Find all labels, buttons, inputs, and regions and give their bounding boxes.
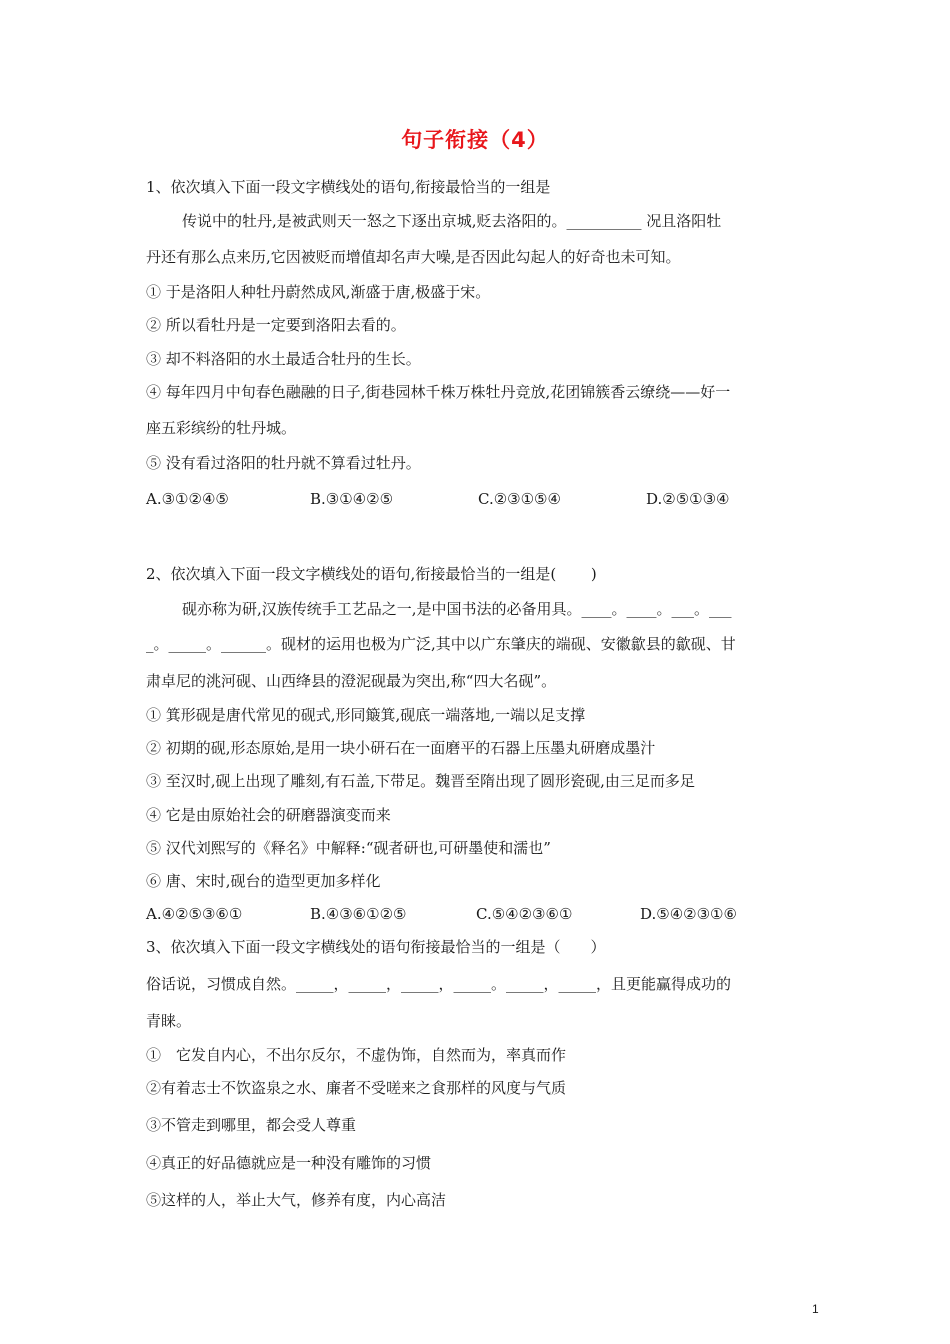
q2-stem: 2、依次填入下面一段文字横线处的语句,衔接最恰当的一组是( ) xyxy=(146,565,597,583)
q1-option-d: D.②⑤①③④ xyxy=(646,490,730,508)
q2-option-a: A.④②⑤③⑥① xyxy=(146,905,243,923)
q3-item: ⑤这样的人，举止大气，修养有度，内心高洁 xyxy=(146,1191,447,1209)
q3-item: ③不管走到哪里，都会受人尊重 xyxy=(146,1116,357,1134)
q1-item: ② 所以看牡丹是一定要到洛阳去看的。 xyxy=(146,316,406,334)
q2-passage-line: 肃卓尼的洮河砚、山西绛县的澄泥砚最为突出,称“四大名砚”。 xyxy=(146,672,557,690)
q2-option-c: C.⑤④②③⑥① xyxy=(476,905,573,923)
page-title: 句子衔接（4） xyxy=(401,128,549,152)
q3-item: ① 它发自内心，不出尔反尔，不虚伪饰，自然而为，率真而作 xyxy=(146,1046,567,1064)
q2-item: ⑥ 唐、宋时,砚台的造型更加多样化 xyxy=(146,872,381,890)
q1-item: ⑤ 没有看过洛阳的牡丹就不算看过牡丹。 xyxy=(146,454,421,472)
q1-stem: 1、依次填入下面一段文字横线处的语句,衔接最恰当的一组是 xyxy=(146,178,551,196)
q2-item: ④ 它是由原始社会的研磨器演变而来 xyxy=(146,806,391,824)
q1-item: 座五彩缤纷的牡丹城。 xyxy=(146,419,297,437)
page-number: 1 xyxy=(812,1302,819,1316)
q1-passage-line: 传说中的牡丹,是被武则天一怒之下逐出京城,贬去洛阳的。__________ 况且洛阳牡 xyxy=(182,212,722,230)
q1-option-c: C.②③①⑤④ xyxy=(478,490,561,508)
q3-passage-line: 俗话说，习惯成自然。_____，_____，_____，_____。_____，_____，且更能赢得成功的 xyxy=(146,975,732,993)
q3-item: ④真正的好品德就应是一种没有雕饰的习惯 xyxy=(146,1154,432,1172)
q1-item: ③ 却不料洛阳的水土最适合牡丹的生长。 xyxy=(146,350,421,368)
q2-option-b: B.④③⑥①②⑤ xyxy=(310,905,407,923)
q1-item: ① 于是洛阳人种牡丹蔚然成风,渐盛于唐,极盛于宋。 xyxy=(146,283,491,301)
q3-stem: 3、依次填入下面一段文字横线处的语句衔接最恰当的一组是（ ） xyxy=(146,938,606,956)
q2-passage-line: _。_____。______。砚材的运用也极为广泛,其中以广东肇庆的端砚、安徽歙县的歙砚、甘 xyxy=(146,635,736,653)
q1-passage-line: 丹还有那么点来历,它因被贬而增值却名声大噪,是否因此勾起人的好奇也未可知。 xyxy=(146,248,681,266)
q2-item: ⑤ 汉代刘熙写的《释名》中解释:“砚者研也,可研墨使和濡也” xyxy=(146,839,551,857)
q2-item: ① 箕形砚是唐代常见的砚式,形同簸箕,砚底一端落地,一端以足支撑 xyxy=(146,706,586,724)
q1-item: ④ 每年四月中旬春色融融的日子,街巷园林千株万株牡丹竞放,花团锦簇香云缭绕——好一 xyxy=(146,383,731,401)
q2-item: ③ 至汉时,砚上出现了雕刻,有石盖,下带足。魏晋至隋出现了圆形瓷砚,由三足而多足 xyxy=(146,772,695,790)
q2-passage-line: 砚亦称为研,汉族传统手工艺品之一,是中国书法的必备用具。____。____。___。___ xyxy=(182,600,732,618)
q2-item: ② 初期的砚,形态原始,是用一块小研石在一面磨平的石器上压墨丸研磨成墨汁 xyxy=(146,739,656,757)
q1-option-b: B.③①④②⑤ xyxy=(310,490,394,508)
q1-option-a: A.③①②④⑤ xyxy=(146,490,229,508)
q2-option-d: D.⑤④②③①⑥ xyxy=(640,905,737,923)
q3-item: ②有着志士不饮盗泉之水、廉者不受嗟来之食那样的风度与气质 xyxy=(146,1079,567,1097)
q3-passage-line: 青睐。 xyxy=(146,1012,192,1030)
